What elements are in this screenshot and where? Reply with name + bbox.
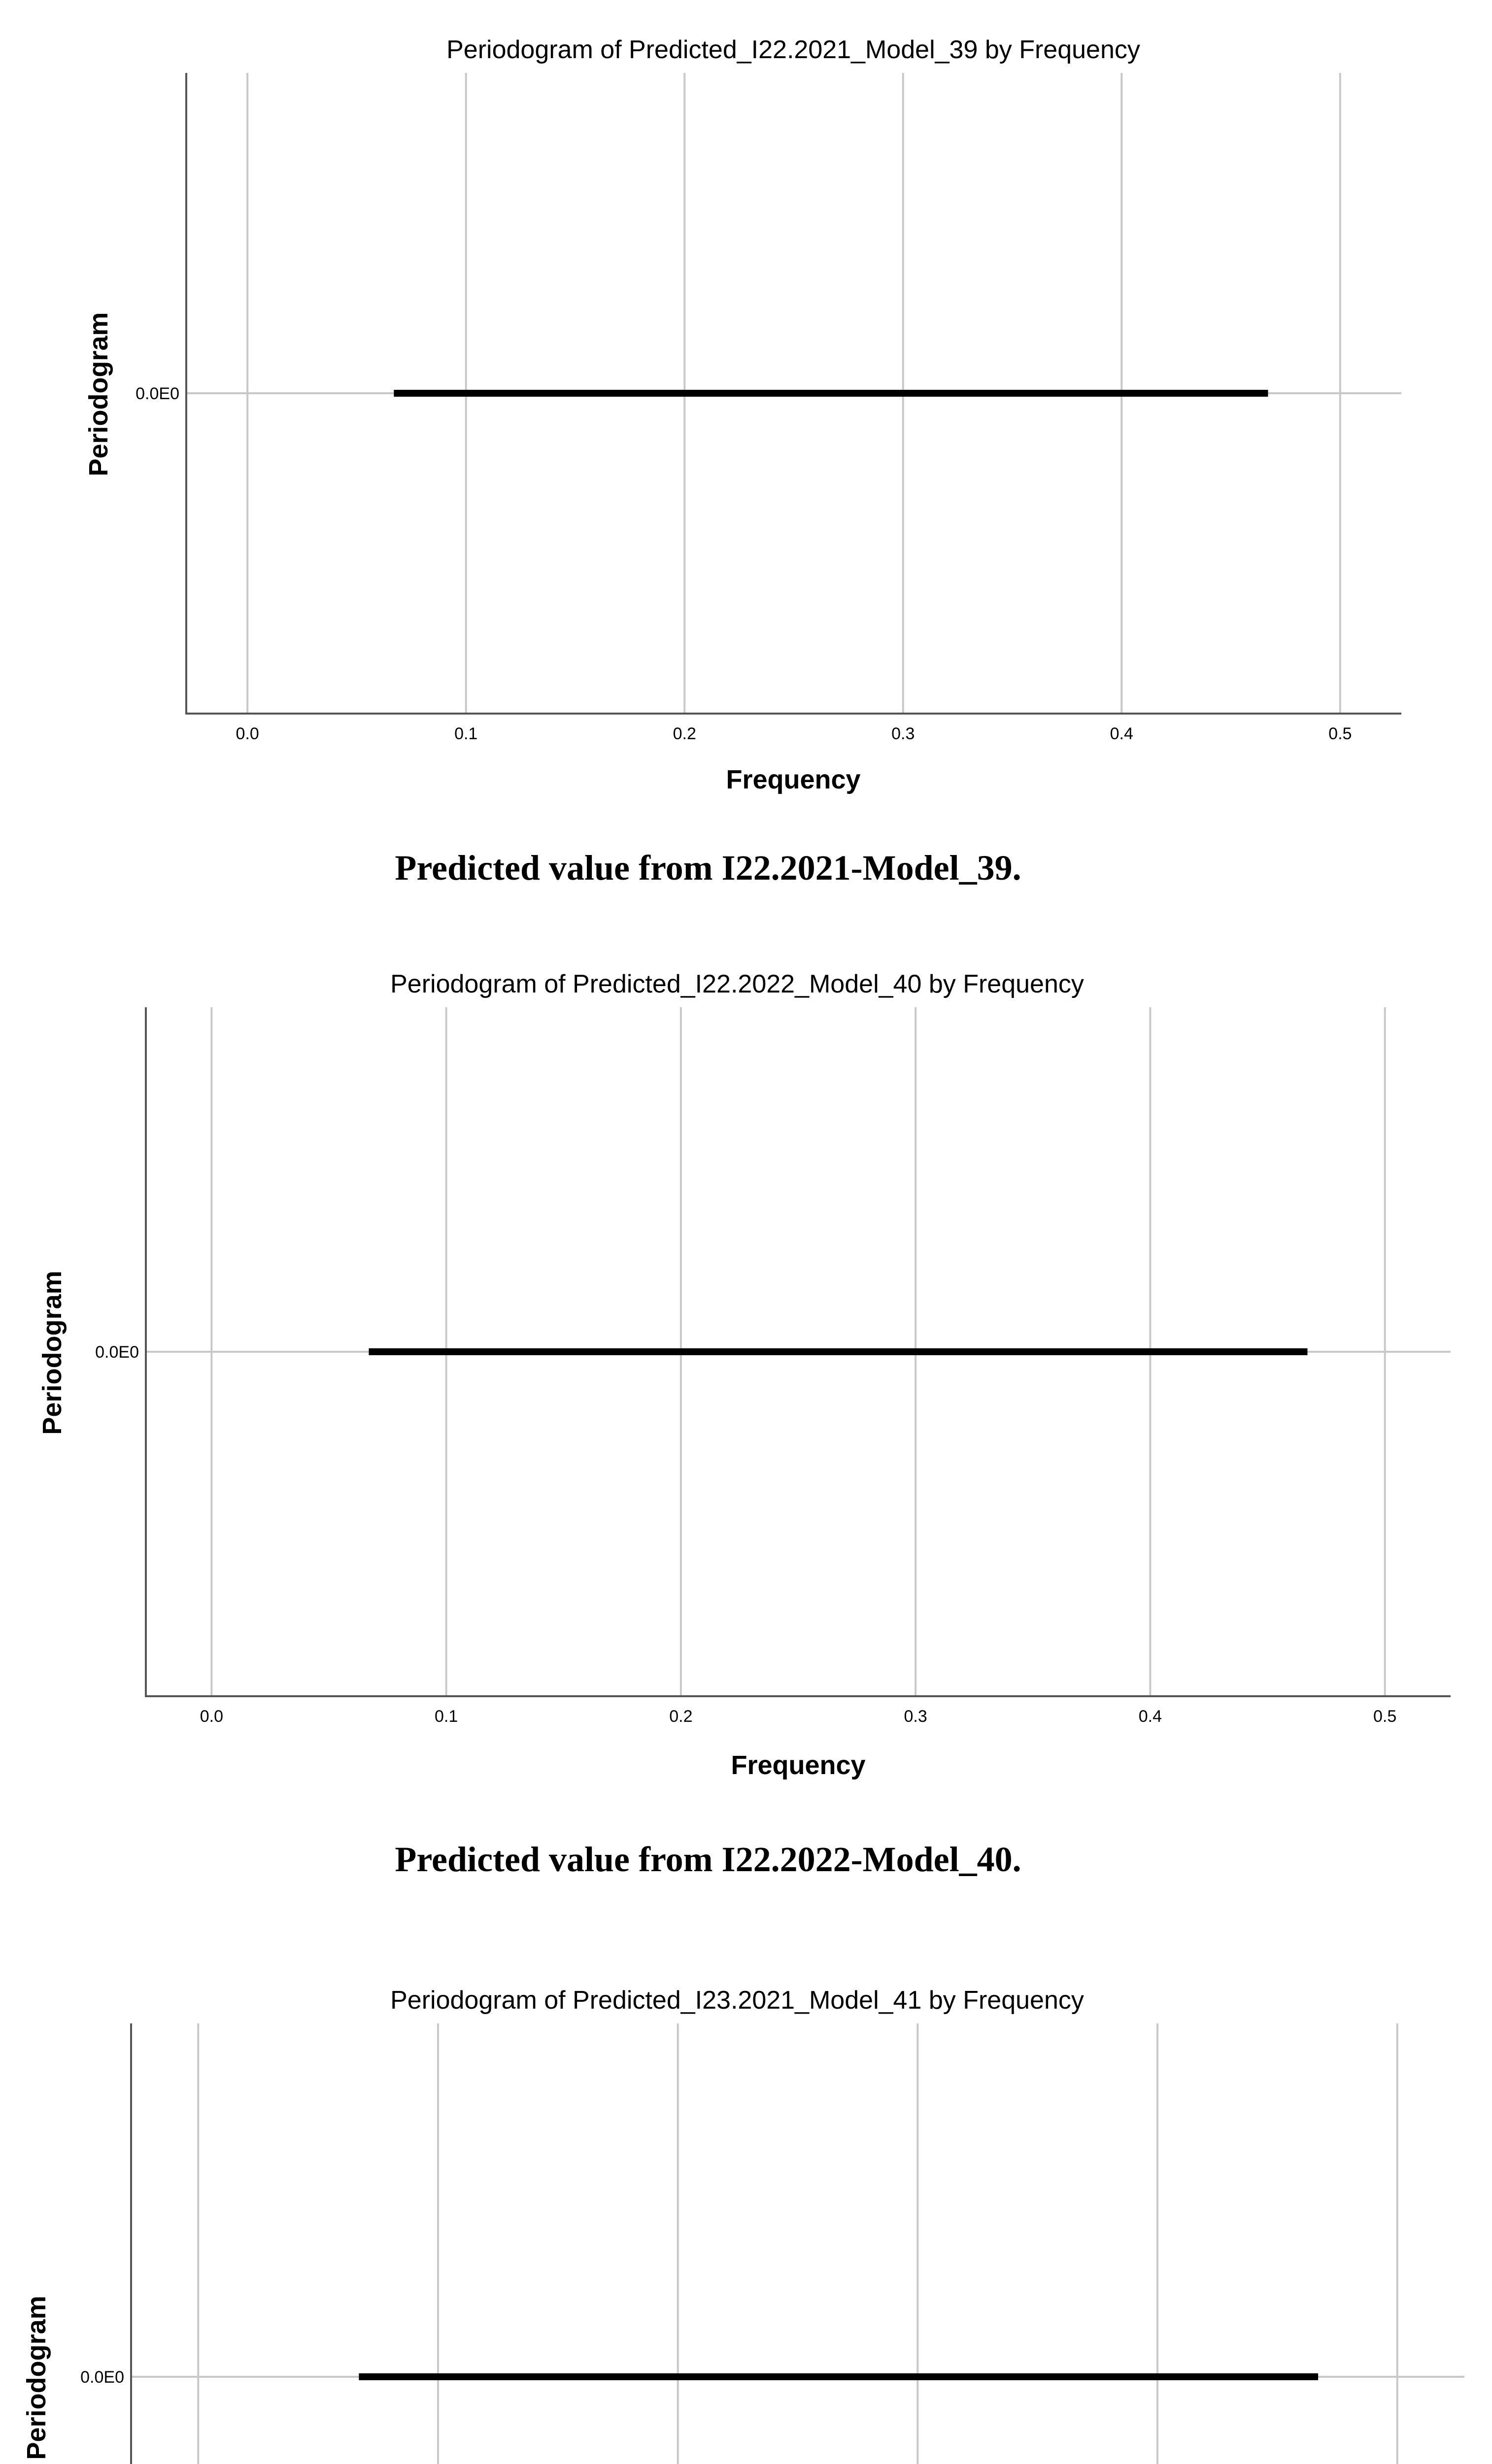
chart-title: Periodogram of Predicted_I22.2022_Model_40 by Frequency [390, 970, 1084, 998]
x-tick-label: 0.4 [1110, 724, 1133, 743]
x-tick-label: 0.2 [673, 724, 696, 743]
x-tick-label: 0.3 [904, 1707, 927, 1726]
x-axis-label: Frequency [731, 1750, 866, 1780]
chart-1 [84, 35, 1401, 888]
x-tick-label: 0.5 [1373, 1707, 1397, 1726]
x-tick-label: 0.1 [434, 1707, 458, 1726]
chart-title: Periodogram of Predicted_I22.2021_Model_39 by Frequency [446, 35, 1140, 64]
y-tick-label: 0.0E0 [95, 1343, 139, 1362]
x-tick-labels [200, 1707, 1397, 1726]
x-tick-label: 0.0 [200, 1707, 223, 1726]
x-tick-label: 0.1 [454, 724, 478, 743]
x-axis-label: Frequency [726, 765, 861, 794]
x-tick-label: 0.3 [891, 724, 915, 743]
y-axis-label: Periodogram [84, 312, 113, 477]
x-tick-label: 0.2 [669, 1707, 693, 1726]
y-tick-label: 0.0E0 [136, 384, 179, 403]
x-tick-labels [236, 724, 1352, 743]
chart-2 [37, 970, 1451, 1879]
y-tick-label: 0.0E0 [80, 2368, 124, 2387]
axes [131, 2023, 1464, 2464]
x-tick-label: 0.5 [1328, 724, 1352, 743]
chart-title: Periodogram of Predicted_I23.2021_Model_41 by Frequency [390, 1986, 1084, 2015]
figure-caption: Predicted value from I22.2022-Model_40. [395, 1840, 1021, 1879]
y-axis-label: Periodogram [37, 1270, 67, 1435]
x-tick-label: 0.4 [1138, 1707, 1162, 1726]
figure-caption: Predicted value from I22.2021-Model_39. [395, 848, 1021, 888]
axis-frame [131, 2023, 1464, 2464]
chart-3 [22, 1986, 1464, 2464]
x-tick-label: 0.0 [236, 724, 259, 743]
y-axis-label: Periodogram [22, 2295, 51, 2460]
gridlines [131, 2023, 1464, 2464]
